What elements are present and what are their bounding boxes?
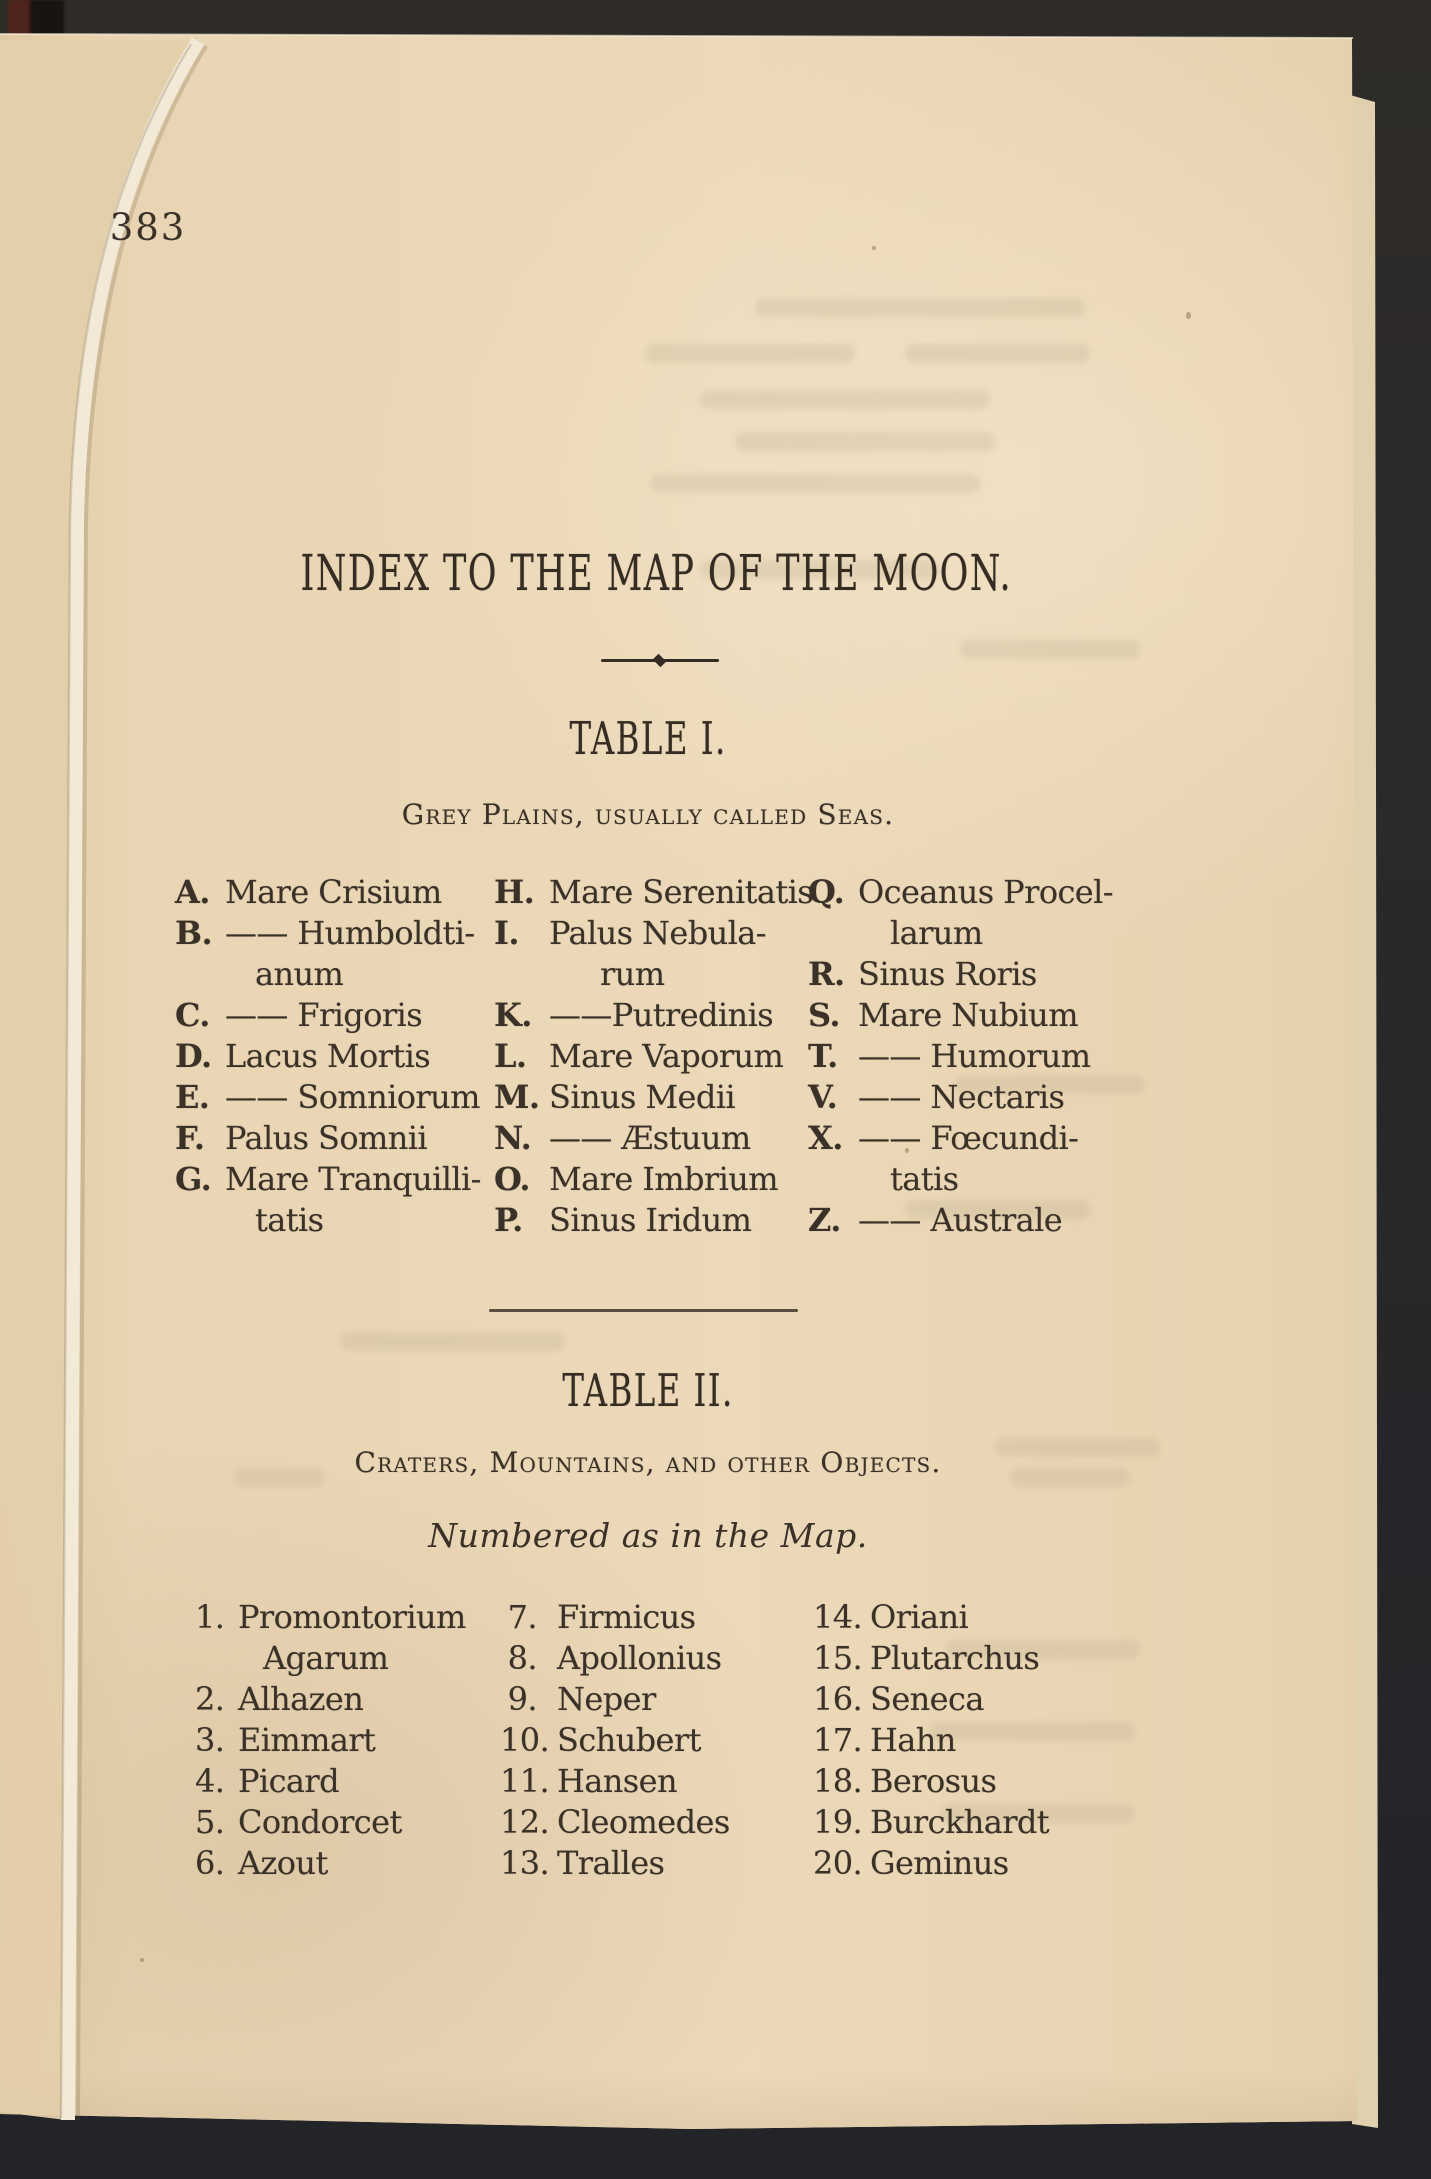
entry-key: S. [808,996,840,1034]
entry-key: 2. [195,1680,225,1718]
entry-key: 18. [813,1762,863,1800]
paper-speck [872,246,876,250]
entry-key: T. [808,1037,838,1075]
entry-key: D. [175,1037,212,1075]
table2-row [813,1720,1049,1761]
table2-row [500,1597,730,1638]
table1-column-3 [808,872,1113,1241]
entry-name: Schubert [557,1721,701,1759]
table1-row [494,1118,813,1159]
entry-continuation: tatis [255,1201,324,1239]
entry-name: Hansen [557,1762,677,1800]
table2-column-1 [195,1597,466,1884]
entry-name: —— Nectaris [858,1078,1065,1116]
table1-row [808,872,1113,913]
entry-name: Condorcet [238,1803,402,1841]
table2-row [500,1843,730,1884]
entry-key: B. [175,914,212,952]
entry-name: Apollonius [557,1639,722,1677]
entry-name: Mare Serenitatis [549,873,814,911]
entry-name: —— Humorum [858,1037,1091,1075]
entry-key: 1. [195,1598,225,1636]
entry-key: K. [494,996,532,1034]
entry-name: —— Fœcundi- [858,1119,1079,1157]
entry-name: Mare Crisium [225,873,442,911]
table2-row [500,1638,730,1679]
entry-name: —— Æstuum [549,1119,751,1157]
entry-name: Oceanus Procel- [858,873,1113,911]
entry-name: Picard [238,1762,339,1800]
entry-name: Cleomedes [557,1803,730,1841]
table2-row [195,1597,466,1638]
entry-name: —— Somniorum [225,1078,480,1116]
table2-row [500,1679,730,1720]
paper-speck [140,1958,144,1962]
table1-row [808,1200,1113,1241]
entry-name: Promontorium [238,1598,466,1636]
table2-row [195,1843,466,1884]
table1-row [808,1077,1113,1118]
table1-heading: TABLE I. [569,712,727,765]
table1-row [494,913,813,954]
entry-key: L. [494,1037,527,1075]
table1-row [494,1077,813,1118]
page-number: 383 [109,206,187,249]
table1-row [494,995,813,1036]
entry-key: X. [808,1119,843,1157]
table2-row [500,1802,730,1843]
table1-row [175,995,481,1036]
entry-name: Azout [238,1844,328,1882]
table2-note: Numbered as in the Map. [428,1516,868,1555]
entry-name: Mare Nubium [858,996,1078,1034]
table1-row [175,1077,481,1118]
entry-key: P. [494,1201,523,1239]
entry-continuation: rum [600,955,665,993]
table1-row [175,1118,481,1159]
entry-continuation: Agarum [263,1639,389,1677]
entry-key: 17. [813,1721,863,1759]
entry-key: 19. [813,1803,863,1841]
table2-column-3 [813,1597,1049,1884]
table2-row [500,1761,730,1802]
entry-key: G. [175,1160,212,1198]
entry-name: Sinus Roris [858,955,1037,993]
entry-key: 6. [195,1844,225,1882]
table2-row [195,1761,466,1802]
section-divider-rule [489,1309,798,1312]
table1-row [494,1036,813,1077]
entry-name: ——Putredinis [549,996,774,1034]
table2-row [813,1638,1049,1679]
entry-key: M. [494,1078,540,1116]
entry-key: C. [175,996,210,1034]
entry-key: 14. [813,1598,863,1636]
entry-name: Palus Nebula- [549,914,766,952]
table2-row [813,1597,1049,1638]
entry-key: I. [494,914,519,952]
table1-row [808,1118,1113,1159]
entry-name: Mare Vaporum [549,1037,784,1075]
entry-name: Sinus Iridum [549,1201,752,1239]
entry-name: —— Australe [858,1201,1063,1239]
table2-column-2 [500,1597,730,1884]
title-ornament-rule [601,656,719,666]
table2-row [195,1720,466,1761]
entry-key: 5. [195,1803,225,1841]
entry-name: Neper [557,1680,656,1718]
table2-heading: TABLE II. [562,1364,734,1417]
entry-name: Firmicus [557,1598,696,1636]
paper-speck [1186,312,1191,319]
table1-row [175,872,481,913]
table1-row [175,913,481,954]
entry-key: 7. [507,1598,537,1636]
entry-key: V. [808,1078,838,1116]
entry-key: 20. [813,1844,863,1882]
entry-name: Eimmart [238,1721,376,1759]
entry-key: N. [494,1119,532,1157]
entry-name: Seneca [870,1680,984,1718]
entry-key: 11. [500,1762,550,1800]
entry-key: E. [175,1078,210,1116]
entry-name: Tralles [557,1844,665,1882]
entry-continuation: larum [890,914,983,952]
entry-name: Mare Tranquilli- [225,1160,481,1198]
table2-row [813,1843,1049,1884]
table1-row [175,1036,481,1077]
entry-key: Q. [808,873,845,911]
page-title: INDEX TO THE MAP OF THE MOON. [300,544,1013,602]
entry-key: A. [175,873,210,911]
entry-key: 16. [813,1680,863,1718]
table2-row [813,1802,1049,1843]
entry-key: 10. [500,1721,550,1759]
entry-key: 12. [500,1803,550,1841]
entry-continuation: anum [255,955,344,993]
entry-name: Plutarchus [870,1639,1040,1677]
table1-row [808,1036,1113,1077]
entry-key: Z. [808,1201,841,1239]
entry-continuation: tatis [890,1160,959,1198]
entry-key: 8. [507,1639,537,1677]
table1-row [494,872,813,913]
entry-name: Geminus [870,1844,1009,1882]
entry-name: —— Humboldti- [225,914,475,952]
entry-key: 13. [500,1844,550,1882]
entry-name: —— Frigoris [225,996,423,1034]
table1-subheading: Grey Plains, usually called Seas. [401,798,895,831]
entry-key: H. [494,873,535,911]
table1-column-1 [175,872,481,1241]
entry-name: Palus Somnii [225,1119,428,1157]
entry-key: O. [494,1160,530,1198]
entry-key: 4. [195,1762,225,1800]
table2-subheading: Craters, Mountains, and other Objects. [354,1446,942,1479]
entry-name: Burckhardt [870,1803,1050,1841]
entry-name: Alhazen [238,1680,364,1718]
table1-column-2 [494,872,813,1241]
entry-key: F. [175,1119,205,1157]
entry-key: R. [808,955,845,993]
table1-row [808,954,1113,995]
entry-key: 15. [813,1639,863,1677]
entry-key: 3. [195,1721,225,1759]
table1-row [494,1200,813,1241]
entry-name: Oriani [870,1598,969,1636]
table2-row [195,1679,466,1720]
entry-name: Lacus Mortis [225,1037,431,1075]
table2-row [500,1720,730,1761]
entry-name: Berosus [870,1762,997,1800]
entry-name: Sinus Medii [549,1078,736,1116]
table2-row [195,1802,466,1843]
table2-row [813,1679,1049,1720]
table1-row [494,1159,813,1200]
entry-key: 9. [507,1680,537,1718]
table2-row [813,1761,1049,1802]
table1-row [808,995,1113,1036]
table1-row [175,1159,481,1200]
entry-name: Mare Imbrium [549,1160,779,1198]
entry-name: Hahn [870,1721,956,1759]
